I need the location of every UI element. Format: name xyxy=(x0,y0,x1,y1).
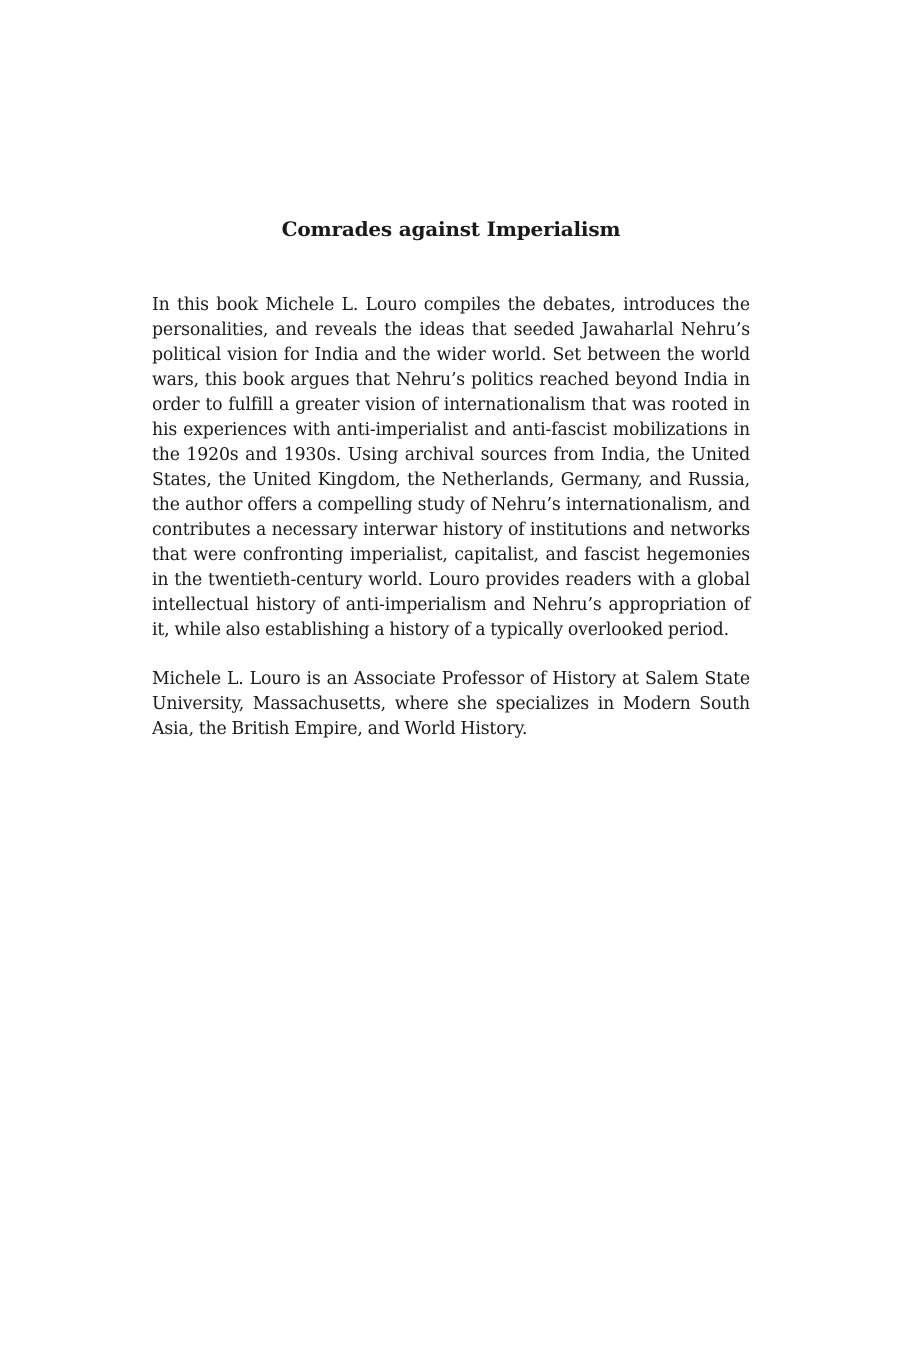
author-bio: Michele L. Louro is an Associate Professor of History at Salem State University, Massachusetts, where she specializes in Modern South Asia, the British Empire, and World History. xyxy=(152,669,750,739)
book-half-title-page xyxy=(152,214,750,742)
book-title: Comrades against Imperialism xyxy=(281,217,621,241)
book-summary: In this book Michele L. Louro compiles the debates, introduces the personalities, and reveals the ideas that seeded Jawaharlal Nehru’s political vision for India and the wider world. Set between the world wars, this book argues that Nehru’s politics reached beyond India in order to fulfill a greater vision of internationalism that was rooted in his experiences with anti-imperialist and anti-fascist mobilizations in the 1920s and 1930s. Using archival sources from India, the United States, the United Kingdom, the Netherlands, Germany, and Russia, the author offers a compelling study of Nehru’s internationalism, and contributes a necessary interwar history of institutions and networks that were confronting imperialist, capitalist, and fascist hegemonies in the twentieth-century world. Louro provides readers with a global intellectual history of anti-imperialism and Nehru’s appropriation of it, while also establishing a history of a typically overlooked period. xyxy=(152,295,750,640)
